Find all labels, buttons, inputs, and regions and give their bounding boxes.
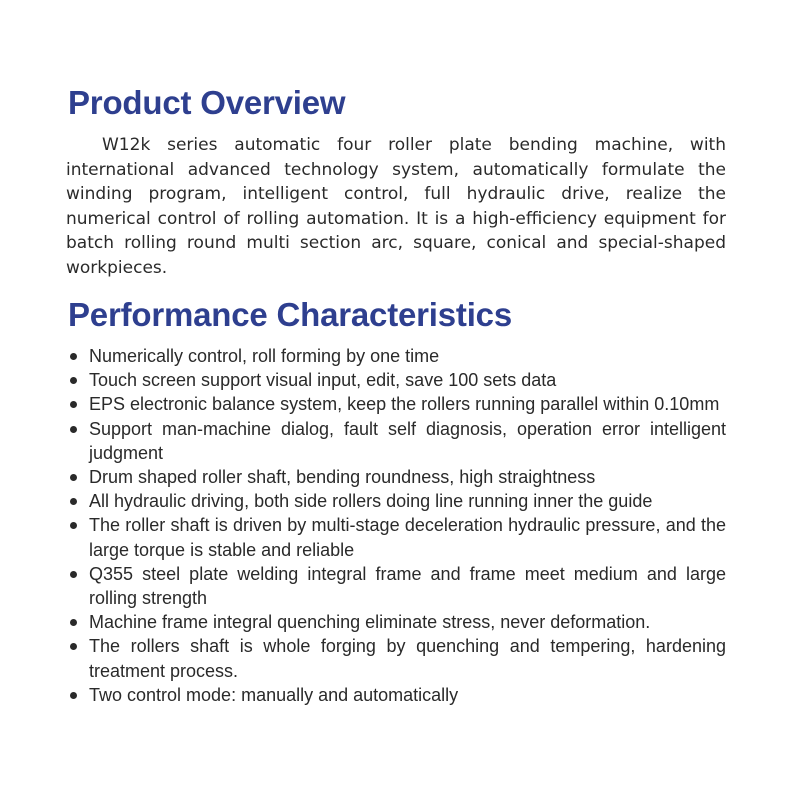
feature-item: [70, 513, 726, 561]
performance-characteristics-heading: Performance Characteristics: [68, 296, 512, 333]
feature-text: Q355 steel plate welding integral frame and frame meet medium and large rolling strength: [89, 563, 726, 609]
feature-item: [70, 610, 726, 634]
feature-text: Drum shaped roller shaft, bending roundness, high straightness: [89, 467, 596, 488]
feature-item: [70, 368, 726, 392]
feature-text: Numerically control, roll forming by one time: [89, 346, 440, 366]
feature-text: Machine frame integral quenching eliminate stress, never deformation.: [89, 612, 651, 633]
bullet-icon: [70, 619, 77, 626]
feature-text: The rollers shaft is whole forging by quenching and tempering, hardening treatment process.: [89, 636, 726, 681]
performance-list: [70, 344, 726, 707]
product-overview-text: W12k series automatic four roller plate bending machine, with international advanced technology system, automatically formulate the winding program, intelligent control, full hydraulic drive, realize the numerical control of rolling automation. It is a high-efficiency equipment for batch rolling round multi section arc, square, conical and special-shaped workpieces.: [66, 135, 726, 278]
feature-text: EPS electronic balance system, keep the rollers running parallel within 0.10mm: [89, 394, 720, 415]
feature-item: [70, 344, 726, 368]
product-overview-heading: Product Overview: [68, 84, 346, 121]
bullet-icon: [70, 426, 77, 433]
bullet-icon: [70, 522, 77, 529]
feature-text: The roller shaft is driven by multi-stage deceleration hydraulic pressure, and the large torque is stable and reliable: [89, 515, 726, 560]
feature-item: [70, 417, 726, 465]
feature-item: [70, 489, 726, 513]
feature-text: Support man-machine dialog, fault self diagnosis, operation error intelligent judgment: [89, 418, 726, 463]
feature-item: [70, 683, 726, 707]
bullet-icon: [70, 643, 77, 650]
feature-item: [70, 465, 726, 489]
feature-text: Touch screen support visual input, edit, save 100 sets data: [89, 370, 557, 391]
feature-text: All hydraulic driving, both side rollers doing line running inner the guide: [89, 491, 653, 512]
bullet-icon: [70, 474, 77, 481]
bullet-icon: [70, 498, 77, 505]
feature-item: [70, 562, 726, 610]
feature-item: [70, 392, 726, 416]
feature-text: Two control mode: manually and automatically: [89, 684, 459, 705]
bullet-icon: [70, 377, 77, 384]
bullet-icon: [70, 692, 77, 699]
bullet-icon: [70, 571, 77, 578]
bullet-icon: [70, 401, 77, 408]
feature-item: [70, 634, 726, 682]
bullet-icon: [70, 353, 77, 360]
